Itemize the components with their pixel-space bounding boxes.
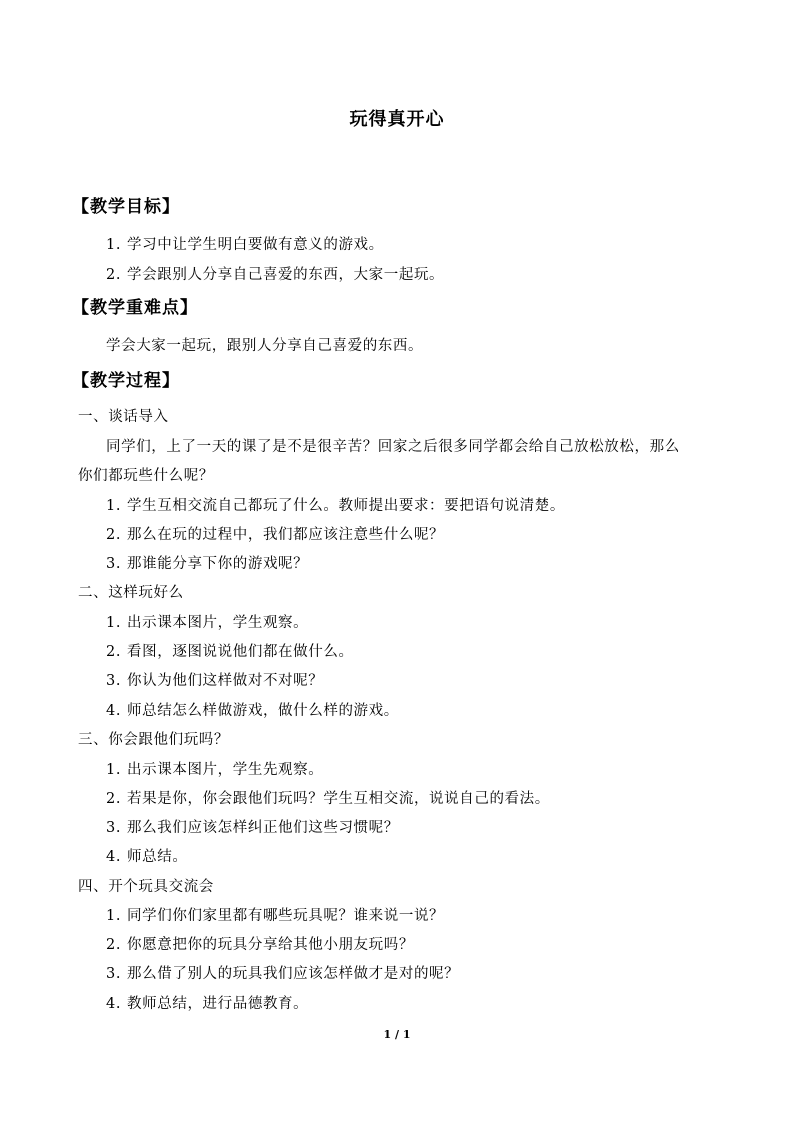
list-item — [106, 787, 550, 808]
item-text: 师总结怎么样做游戏，做什么样的游戏。 — [127, 703, 399, 719]
item-number: 4. — [106, 849, 122, 865]
item-text: 教师总结，进行品德教育。 — [127, 996, 309, 1012]
list-item — [106, 523, 444, 544]
item-text: 同学们你们家里都有哪些玩具呢？谁来说一说？ — [127, 908, 445, 924]
list-item — [106, 669, 323, 690]
item-text: 学习中让学生明白要做有意义的游戏。 — [127, 237, 384, 253]
section-paragraph-line: 你们都玩些什么呢？ — [78, 468, 214, 484]
item-number: 3. — [106, 966, 122, 982]
item-number: 1. — [106, 237, 122, 253]
item-text: 看图，逐图说说他们都在做什么。 — [127, 644, 354, 660]
list-item — [106, 992, 308, 1013]
item-number: 2. — [106, 527, 122, 543]
item-number: 1. — [106, 908, 122, 924]
item-number: 2. — [106, 267, 122, 283]
section-title: 三、你会跟他们玩吗？ — [78, 732, 229, 748]
section-title: 四、开个玩具交流会 — [78, 879, 214, 895]
section-title: 二、这样玩好么 — [78, 585, 184, 601]
list-item — [106, 640, 354, 661]
item-number: 2. — [106, 791, 122, 807]
section-paragraph-line: 同学们，上了一天的课了是不是很辛苦？回家之后很多同学都会给自己放松放松，那么 — [106, 439, 680, 455]
item-text: 若果是你，你会跟他们玩吗？学生互相交流，说说自己的看法。 — [127, 791, 550, 807]
list-item — [106, 611, 308, 632]
list-item — [106, 904, 444, 925]
item-number: 1. — [106, 615, 122, 631]
key-points-heading: 【教学重难点】 — [72, 298, 198, 318]
list-item — [106, 962, 459, 983]
page-number: 1 / 1 — [383, 1028, 411, 1041]
objective-item — [106, 263, 444, 284]
document-title: 玩得真开心 — [349, 109, 445, 130]
item-number: 4. — [106, 703, 122, 719]
list-item — [106, 552, 308, 573]
item-text: 那么在玩的过程中，我们都应该注意些什么呢？ — [127, 527, 445, 543]
list-item — [106, 845, 187, 866]
item-number: 2. — [106, 937, 122, 953]
list-item — [106, 816, 399, 837]
list-item — [106, 933, 414, 954]
section-title: 一、谈话导入 — [78, 409, 169, 425]
process-heading: 【教学过程】 — [72, 371, 180, 391]
item-number: 3. — [106, 820, 122, 836]
item-number: 4. — [106, 996, 122, 1012]
item-number: 3. — [106, 673, 122, 689]
item-text: 那谁能分享下你的游戏呢？ — [127, 556, 309, 572]
list-item — [106, 699, 399, 720]
item-number: 1. — [106, 762, 122, 778]
item-text: 师总结。 — [127, 849, 188, 865]
objectives-heading: 【教学目标】 — [72, 197, 180, 217]
item-number: 2. — [106, 644, 122, 660]
list-item — [106, 758, 323, 779]
item-number: 1. — [106, 498, 122, 514]
objective-item — [106, 233, 384, 254]
item-text: 你愿意把你的玩具分享给其他小朋友玩吗？ — [127, 937, 414, 953]
item-text: 那么借了别人的玩具我们应该怎样做才是对的呢？ — [127, 966, 460, 982]
item-text: 那么我们应该怎样纠正他们这些习惯呢？ — [127, 820, 399, 836]
item-text: 学会跟别人分享自己喜爱的东西，大家一起玩。 — [127, 267, 445, 283]
list-item — [106, 494, 565, 515]
item-text: 出示课本图片，学生先观察。 — [127, 762, 324, 778]
item-number: 3. — [106, 556, 122, 572]
item-text: 学生互相交流自己都玩了什么。教师提出要求：要把语句说清楚。 — [127, 498, 565, 514]
item-text: 你认为他们这样做对不对呢？ — [127, 673, 324, 689]
item-text: 出示课本图片，学生观察。 — [127, 615, 309, 631]
key-points-text: 学会大家一起玩，跟别人分享自己喜爱的东西。 — [106, 338, 424, 354]
